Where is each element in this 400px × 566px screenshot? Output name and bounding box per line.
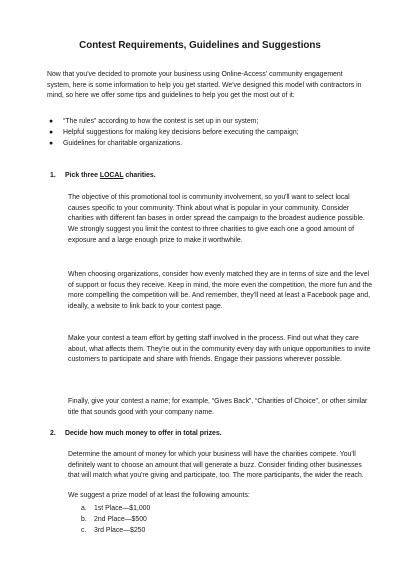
section-1-paragraph: When choosing organizations, consider how evenly matched they are in terms of size and the level of support or focus they receive. Keep in mind, the more even the competition, the more fun and the more compelling the competition will be. And remember, they'll need at least a Facebook page and, ideally, a website to link back to your contest page. — [68, 271, 373, 311]
section-number: 2. — [50, 430, 56, 437]
list-letter: b. — [81, 516, 87, 523]
section-2-paragraph: Determine the amount of money for which your business will have the charities compete. You'll definitely want to choose an amount that will generate a buzz. Consider finding other businesses that will match what you're giving and participate, too. The more participants, the wider the reach. — [68, 451, 364, 480]
list-item — [47, 138, 377, 149]
bullet-icon: ● — [49, 129, 54, 137]
bullet-text: Helpful suggestions for making key decisions before executing the campaign; — [63, 129, 299, 137]
page-title: Contest Requirements, Guidelines and Suggestions — [79, 40, 321, 51]
section-1-paragraph: The objective of this promotional tool is community involvement, so you'll want to select local causes specific to your community. Think about what is popular in your community. Consider charities with different fan bases in order spread the campaign to the broadest audience possible. We strongly suggest you limit the contest to three charities to give each one a good amount of exposure and a large enough prize to make it worthwhile. — [68, 194, 365, 244]
list-item — [47, 116, 377, 127]
bullet-text: “The rules” according to how the contest is set up in our system; — [63, 118, 259, 125]
bullet-icon: ● — [49, 118, 54, 125]
list-item — [81, 503, 150, 514]
prize-text: 2nd Place—$500 — [94, 516, 147, 523]
bullet-icon: ● — [49, 140, 54, 148]
prize-list — [81, 503, 150, 536]
prize-text: 1st Place—$1,000 — [94, 505, 151, 512]
list-letter: a. — [81, 505, 87, 512]
section-1-heading — [50, 172, 156, 179]
section-2-paragraph: We suggest a prize model of at least the following amounts: — [68, 492, 250, 499]
list-item — [81, 525, 150, 536]
heading-text: Decide how much money to offer in total prizes. — [65, 430, 222, 437]
list-item — [81, 514, 150, 525]
heading-text: charities. — [123, 172, 156, 179]
heading-text: Pick three — [65, 172, 100, 179]
prize-text: 3rd Place—$250 — [94, 527, 146, 534]
bullet-list — [47, 116, 377, 150]
list-item — [47, 127, 377, 138]
heading-emphasis: LOCAL — [99, 172, 124, 179]
section-1-paragraph: Finally, give your contest a name; for example, “Gives Back”, “Charities of Choice”, or other similar title that sounds good with your company name. — [68, 398, 368, 416]
list-letter: c. — [81, 527, 87, 534]
section-2-heading — [50, 430, 222, 437]
bullet-text: Guidelines for charitable organizations. — [63, 140, 183, 148]
intro-paragraph: Now that you've decided to promote your business using Online-Access' community engagement system, here is some information to help you get started. We've designed this model with contractors in mind, so here we offer some tips and guidelines to help you get the most out of it: — [47, 71, 362, 100]
section-number: 1. — [50, 172, 56, 179]
section-1-paragraph: Make your contest a team effort by getting staff involved in the process. Find out what they care about, what affects them. They're out in the community every day with unique opportunities to invite customers to participate and share with friends. Engage their passions wherever possible. — [68, 335, 371, 364]
